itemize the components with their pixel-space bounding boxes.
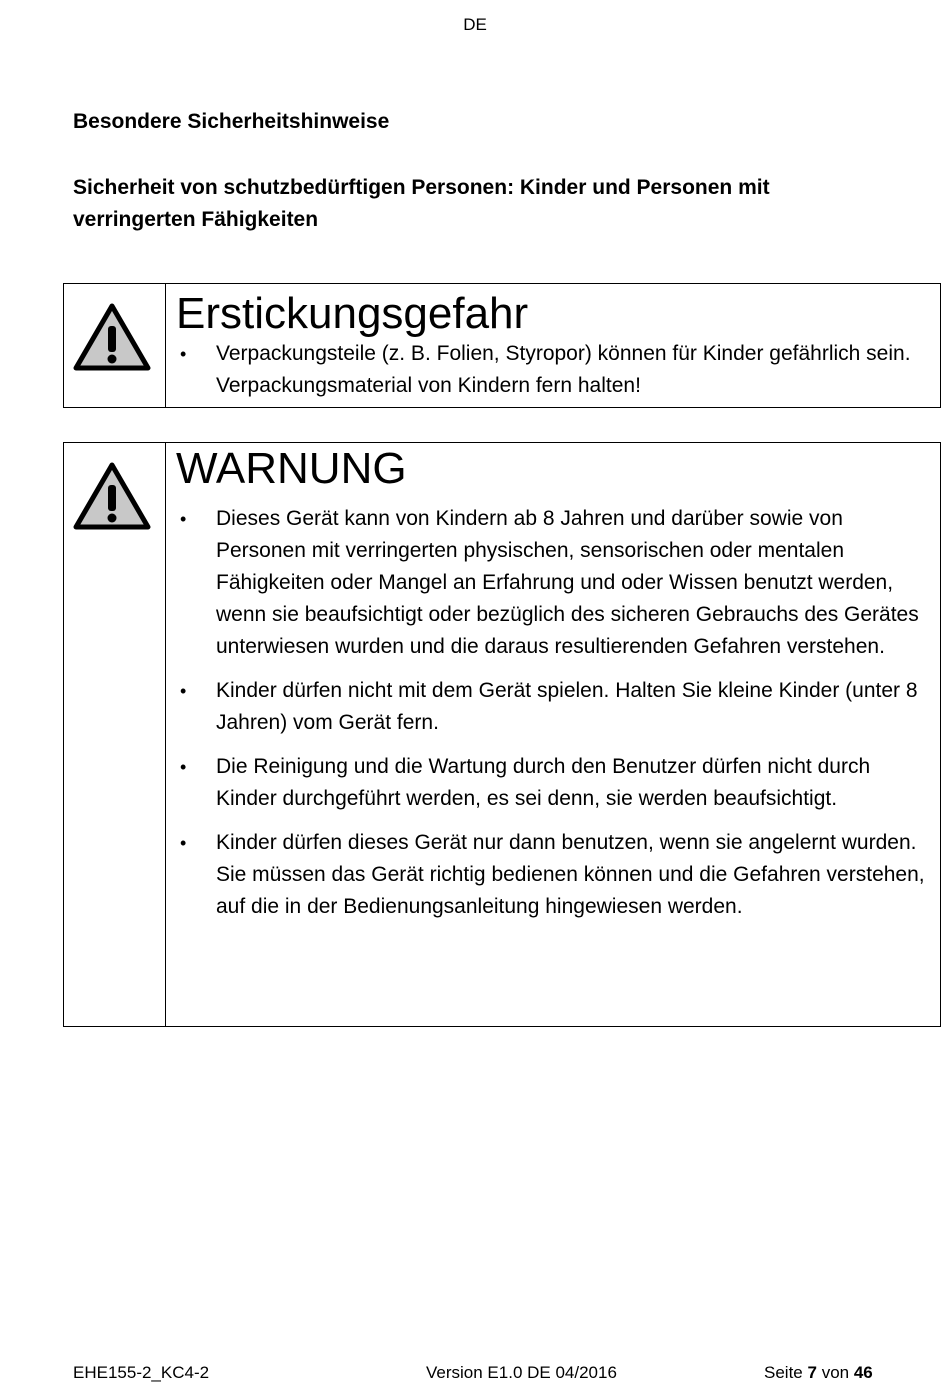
warning-content [166, 284, 940, 407]
list-item: • Verpackungsteile (z. B. Folien, Styropor) können für Kinder gefährlich sein. Verpackungsmaterial von Kindern fern halten! [176, 338, 926, 402]
language-label: DE [463, 15, 487, 34]
warning-content [166, 443, 940, 1026]
list-item: • Kinder dürfen nicht mit dem Gerät spielen. Halten Sie kleine Kinder (unter 8 Jahren) vom Gerät fern. [176, 675, 926, 739]
warning-list [176, 338, 926, 402]
page-prefix: Seite [764, 1363, 803, 1382]
footer-page-number [764, 1363, 873, 1383]
warning-triangle-icon [72, 302, 152, 372]
warning-box-suffocation [63, 283, 941, 408]
warning-box-warnung [63, 442, 941, 1027]
section-title: Besondere Sicherheitshinweise [73, 110, 390, 133]
list-item: • Dieses Gerät kann von Kindern ab 8 Jahren und darüber sowie von Personen mit verringerten physischen, sensorischen oder mentalen Fähigkeiten oder Mangel an Erfahrung und oder Wissen benutzt werden, wenn sie beaufsichtigt oder bezüglich des sicheren Gebrauchs des Gerätes unterwiesen wurden und die daraus resultierenden Gefahren verstehen. [176, 503, 926, 663]
warning-title: Erstickungsgefahr [176, 289, 529, 338]
list-item: • Die Reinigung und die Wartung durch den Benutzer dürfen nicht durch Kinder durchgeführt werden, es sei denn, sie werden beaufsichtigt. [176, 751, 926, 815]
icon-cell [64, 284, 166, 407]
page-total: 46 [853, 1363, 873, 1382]
warning-list [176, 503, 926, 923]
subtitle: Sicherheit von schutzbedürftigen Personen: Kinder und Personen mit verringerten Fähigkeiten [73, 176, 770, 231]
list-item: • Kinder dürfen dieses Gerät nur dann benutzen, wenn sie angelernt wurden. Sie müssen das Gerät richtig bedienen können und die Gefahren verstehen, auf die in der Bedienungsanleitung hingewiesen werden. [176, 827, 926, 923]
page-mid: von [821, 1363, 850, 1382]
warning-title: WARNUNG [176, 444, 407, 493]
warning-triangle-icon [72, 461, 152, 531]
footer-version: Version E1.0 DE 04/2016 [426, 1363, 617, 1382]
page-current: 7 [807, 1363, 817, 1382]
footer-model: EHE155-2_KC4-2 [73, 1363, 210, 1382]
icon-cell [64, 443, 166, 1026]
